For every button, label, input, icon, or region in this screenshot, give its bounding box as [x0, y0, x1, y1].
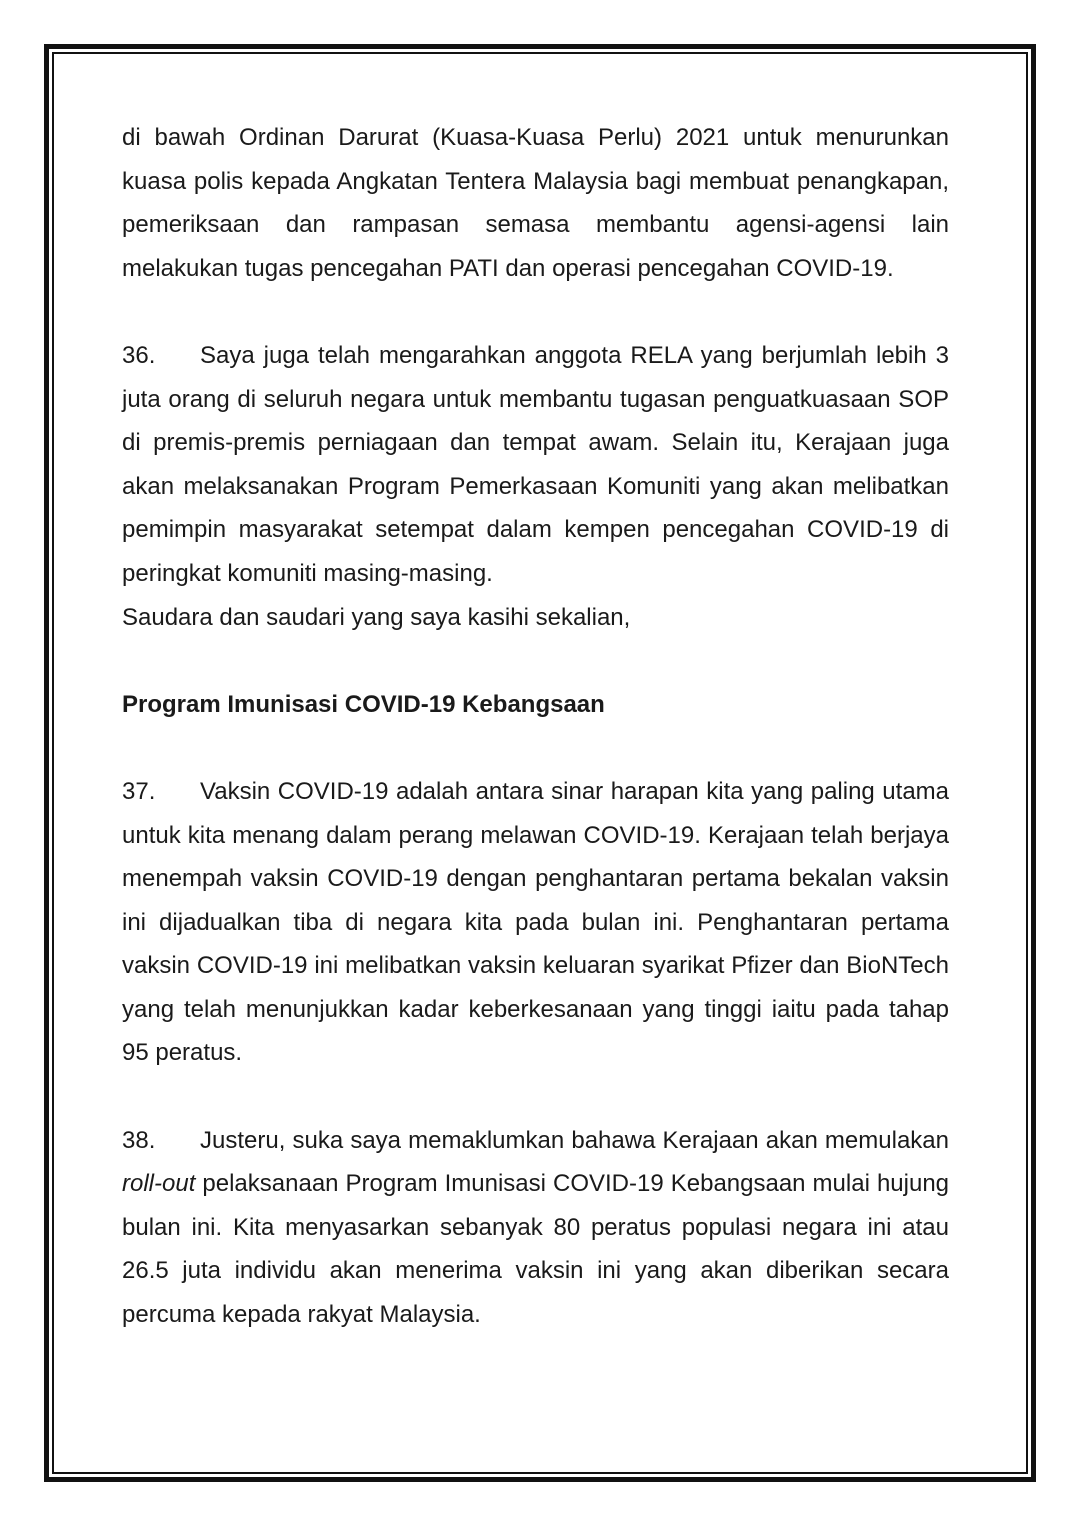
paragraph-36: [122, 334, 949, 596]
paragraph-number: 37.: [122, 777, 156, 805]
paragraph-38: [122, 1119, 949, 1337]
paragraph-text-part1: Justeru, suka saya memaklumkan bahawa Kerajaan akan memulakan: [200, 1126, 949, 1154]
section-heading: Program Imunisasi COVID-19 Kebangsaan: [122, 690, 605, 718]
spacer: [122, 290, 949, 334]
paragraph-37: [122, 770, 949, 1075]
paragraph-number: 36.: [122, 341, 156, 369]
italic-term: roll-out: [122, 1170, 196, 1198]
paragraph-number: 38.: [122, 1126, 156, 1154]
spacer: [122, 639, 949, 683]
paragraph-continued: di bawah Ordinan Darurat (Kuasa-Kuasa Perlu) 2021 untuk menurunkan kuasa polis kepada Angkatan Tentera Malaysia bagi membuat penangkapan, pemeriksaan dan rampasan semasa membantu agensi-agensi lain melakukan tugas pencegahan PATI dan operasi pencegahan COVID-19.: [122, 124, 949, 282]
document-body: [122, 116, 949, 1337]
spacer: [122, 726, 949, 770]
greeting-line: Saudara dan saudari yang saya kasihi sekalian,: [122, 603, 631, 631]
paragraph-text: Vaksin COVID-19 adalah antara sinar harapan kita yang paling utama untuk kita menang dalam perang melawan COVID-19. Kerajaan telah berjaya menempah vaksin COVID-19 dengan penghantaran pertama bekalan vaksin ini dijadualkan tiba di negara kita pada bulan ini. Penghantaran pertama vaksin COVID-19 ini melibatkan vaksin keluaran syarikat Pfizer dan BioNTech yang telah menunjukkan kadar keberkesanaan yang tinggi iaitu pada tahap 95 peratus.: [122, 777, 949, 1067]
paragraph-text: Saya juga telah mengarahkan anggota RELA yang berjumlah lebih 3 juta orang di seluruh negara untuk membantu tugasan penguatkuasaan SOP di premis-premis perniagaan dan tempat awam. Selain itu, Kerajaan juga akan melaksanakan Program Pemerkasaan Komuniti yang akan melibatkan pemimpin masyarakat setempat dalam kempen pencegahan COVID-19 di peringkat komuniti masing-masing.: [122, 341, 949, 587]
spacer: [122, 1075, 949, 1119]
paragraph-text-part2: pelaksanaan Program Imunisasi COVID-19 Kebangsaan mulai hujung bulan ini. Kita menyasarkan sebanyak 80 peratus populasi negara ini atau 26.5 juta individu akan menerima vaksin ini yang akan diberikan secara percuma kepada rakyat Malaysia.: [122, 1170, 950, 1329]
